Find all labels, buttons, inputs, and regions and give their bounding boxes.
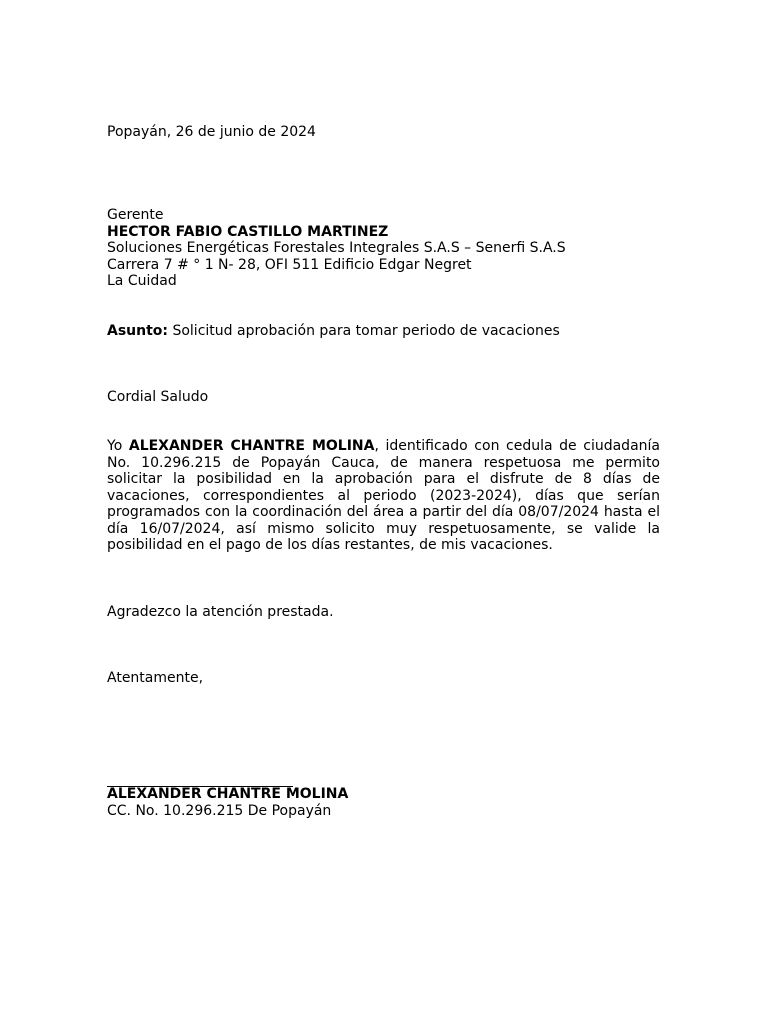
closing-line	[107, 670, 660, 687]
signature-name: ALEXANDER CHANTRE MOLINA	[107, 786, 349, 802]
greeting-text: Cordial Saludo	[107, 389, 209, 405]
date-text: Popayán, 26 de junio de 2024	[107, 124, 316, 140]
thanks-text: Agradezco la atención prestada.	[107, 604, 334, 620]
subject-label: Asunto:	[107, 323, 169, 339]
body-paragraph	[107, 438, 660, 554]
body-intro: Yo	[107, 438, 129, 454]
recipient-block	[107, 207, 660, 290]
subject-text: Solicitud aprobación para tomar periodo de vacaciones	[168, 323, 560, 339]
body-sender-name: ALEXANDER CHANTRE MOLINA	[128, 438, 375, 454]
greeting	[107, 389, 660, 406]
signature-block	[107, 786, 660, 819]
recipient-city: La Cuidad	[107, 273, 177, 289]
subject-line	[107, 323, 660, 340]
recipient-company: Soluciones Energéticas Forestales Integrales S.A.S – Senerfi S.A.S	[107, 240, 566, 256]
recipient-address: Carrera 7 # ° 1 N- 28, OFI 511 Edificio Edgar Negret	[107, 256, 472, 273]
recipient-role: Gerente	[107, 207, 164, 223]
recipient-name: HECTOR FABIO CASTILLO MARTINEZ	[107, 223, 389, 240]
body-text: , identificado con cedula de ciudadanía No. 10.296.215 de Popayán Cauca, de manera respetuosa me permito solicitar la posibilidad en la aprobación para el disfrute de 8 días de vacaciones, correspondientes al periodo (2023-2024), días que serían programados con la coordinación del área a partir del día 08/07/2024 hasta el día 16/07/2024, así mismo solicito muy respetuosamente, se valide la posibilidad en el pago de los días restantes, de mis vacaciones.	[107, 438, 660, 553]
letter-date	[107, 124, 660, 141]
thanks-line	[107, 604, 660, 621]
closing-text: Atentamente,	[107, 670, 204, 686]
signature-id: CC. No. 10.296.215 De Popayán	[107, 802, 332, 819]
